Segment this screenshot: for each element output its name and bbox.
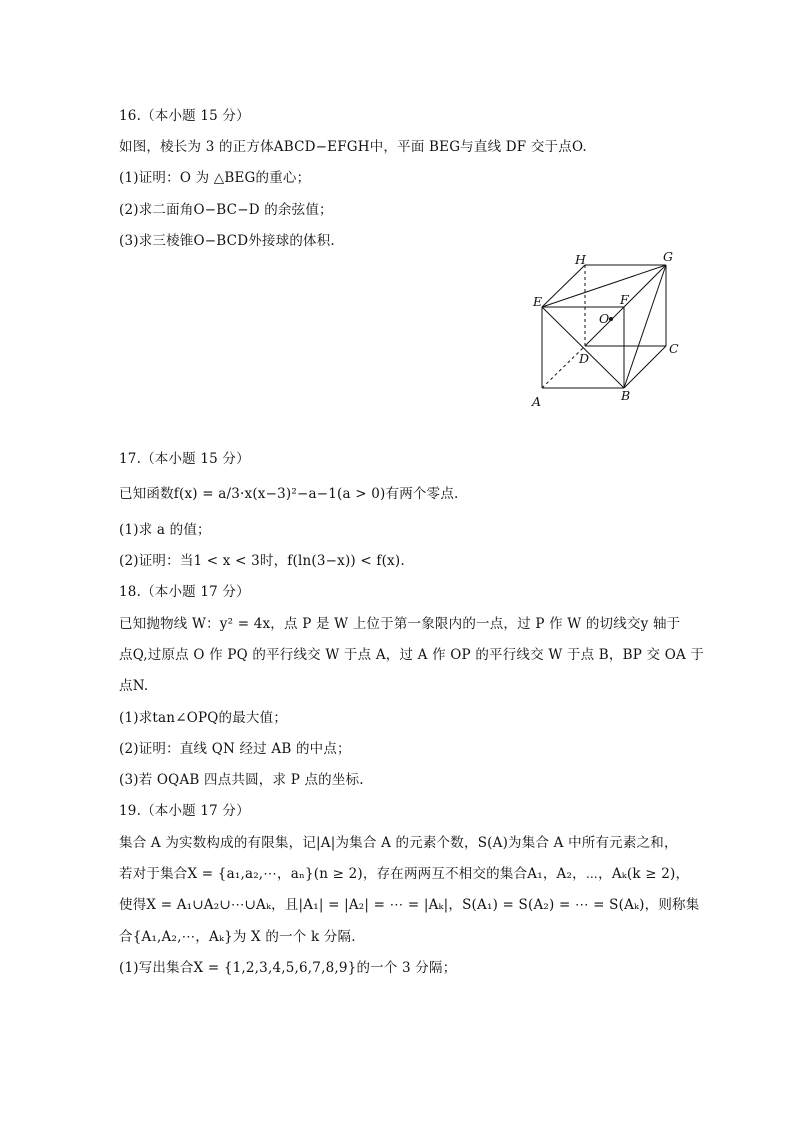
cube-diagram bbox=[525, 248, 690, 408]
label-E: E bbox=[533, 294, 543, 309]
label-D: D bbox=[579, 351, 590, 366]
q19-heading: 19.（本小题 17 分） bbox=[119, 803, 250, 819]
point-O bbox=[609, 317, 613, 321]
q18-stem-line1: 已知抛物线 W：y² = 4x，点 P 是 W 上位于第一象限内的一点，过 P 作 W 的切线交y 轴于 bbox=[119, 616, 681, 632]
label-B: B bbox=[621, 388, 631, 403]
q19-part1: (1)写出集合X = {1,2,3,4,5,6,7,8,9}的一个 3 分隔； bbox=[119, 960, 457, 976]
q16-part2: (2)求二面角O−BC−D 的余弦值； bbox=[119, 202, 333, 218]
q18-part2: (2)证明：直线 QN 经过 AB 的中点； bbox=[119, 741, 351, 757]
q17-part1: (1)求 a 的值； bbox=[119, 522, 211, 538]
q17-heading: 17.（本小题 15 分） bbox=[119, 451, 250, 467]
q17-part2: (2)证明：当1 < x < 3时，f(ln(3−x)) < f(x). bbox=[119, 553, 405, 569]
q18-part1: (1)求tan∠OPQ的最大值； bbox=[119, 710, 288, 726]
q19-stem-line3: 使得X = A₁∪A₂∪⋯∪Aₖ，且|A₁| = |A₂| = ⋯ = |Aₖ|，S(A₁) = S(A₂) = ⋯ = S(Aₖ)，则称集 bbox=[119, 897, 700, 913]
q16-part1: (1)证明：O 为 △BEG的重心； bbox=[119, 170, 311, 186]
edge-GF bbox=[624, 265, 666, 307]
label-H: H bbox=[575, 252, 586, 267]
q18-stem-line3: 点N. bbox=[119, 678, 149, 694]
q19-stem-line2: 若对于集合X = {a₁,a₂,⋯，aₙ}(n ≥ 2)，存在两两互不相交的集合A₁，A₂，⋯，Aₖ(k ≥ 2)， bbox=[119, 866, 690, 882]
cube-figure bbox=[525, 248, 690, 408]
segment-GB bbox=[624, 265, 666, 388]
q19-stem-line1: 集合 A 为实数构成的有限集，记|A|为集合 A 的元素个数，S(A)为集合 A 中所有元素之和， bbox=[119, 835, 678, 851]
label-A: A bbox=[532, 394, 542, 408]
label-G: G bbox=[663, 249, 673, 264]
q19-stem-line4: 合{A₁,A₂,⋯，Aₖ}为 X 的一个 k 分隔. bbox=[119, 929, 356, 945]
q18-heading: 18.（本小题 17 分） bbox=[119, 584, 250, 600]
q16-heading: 16.（本小题 15 分） bbox=[119, 108, 250, 124]
q18-part3: (3)若 OQAB 四点共圆，求 P 点的坐标. bbox=[119, 772, 364, 788]
label-C: C bbox=[669, 341, 679, 356]
q17-stem: 已知函数f(x) = a/3·x(x−3)²−a−1(a > 0)有两个零点. bbox=[119, 486, 459, 502]
label-O: O bbox=[599, 311, 610, 326]
edge-EH bbox=[542, 265, 585, 307]
segment-EG bbox=[542, 265, 666, 307]
edge-CB bbox=[624, 346, 666, 388]
q16-part3: (3)求三棱锥O−BCD外接球的体积. bbox=[119, 233, 335, 249]
q16-stem: 如图，棱长为 3 的正方体ABCD−EFGH中，平面 BEG与直线 DF 交于点O. bbox=[119, 139, 587, 155]
q18-stem-line2: 点Q,过原点 O 作 PQ 的平行线交 W 于点 A，过 A 作 OP 的平行线交 W 于点 B，BP 交 OA 于 bbox=[119, 647, 705, 663]
label-F: F bbox=[620, 292, 629, 307]
